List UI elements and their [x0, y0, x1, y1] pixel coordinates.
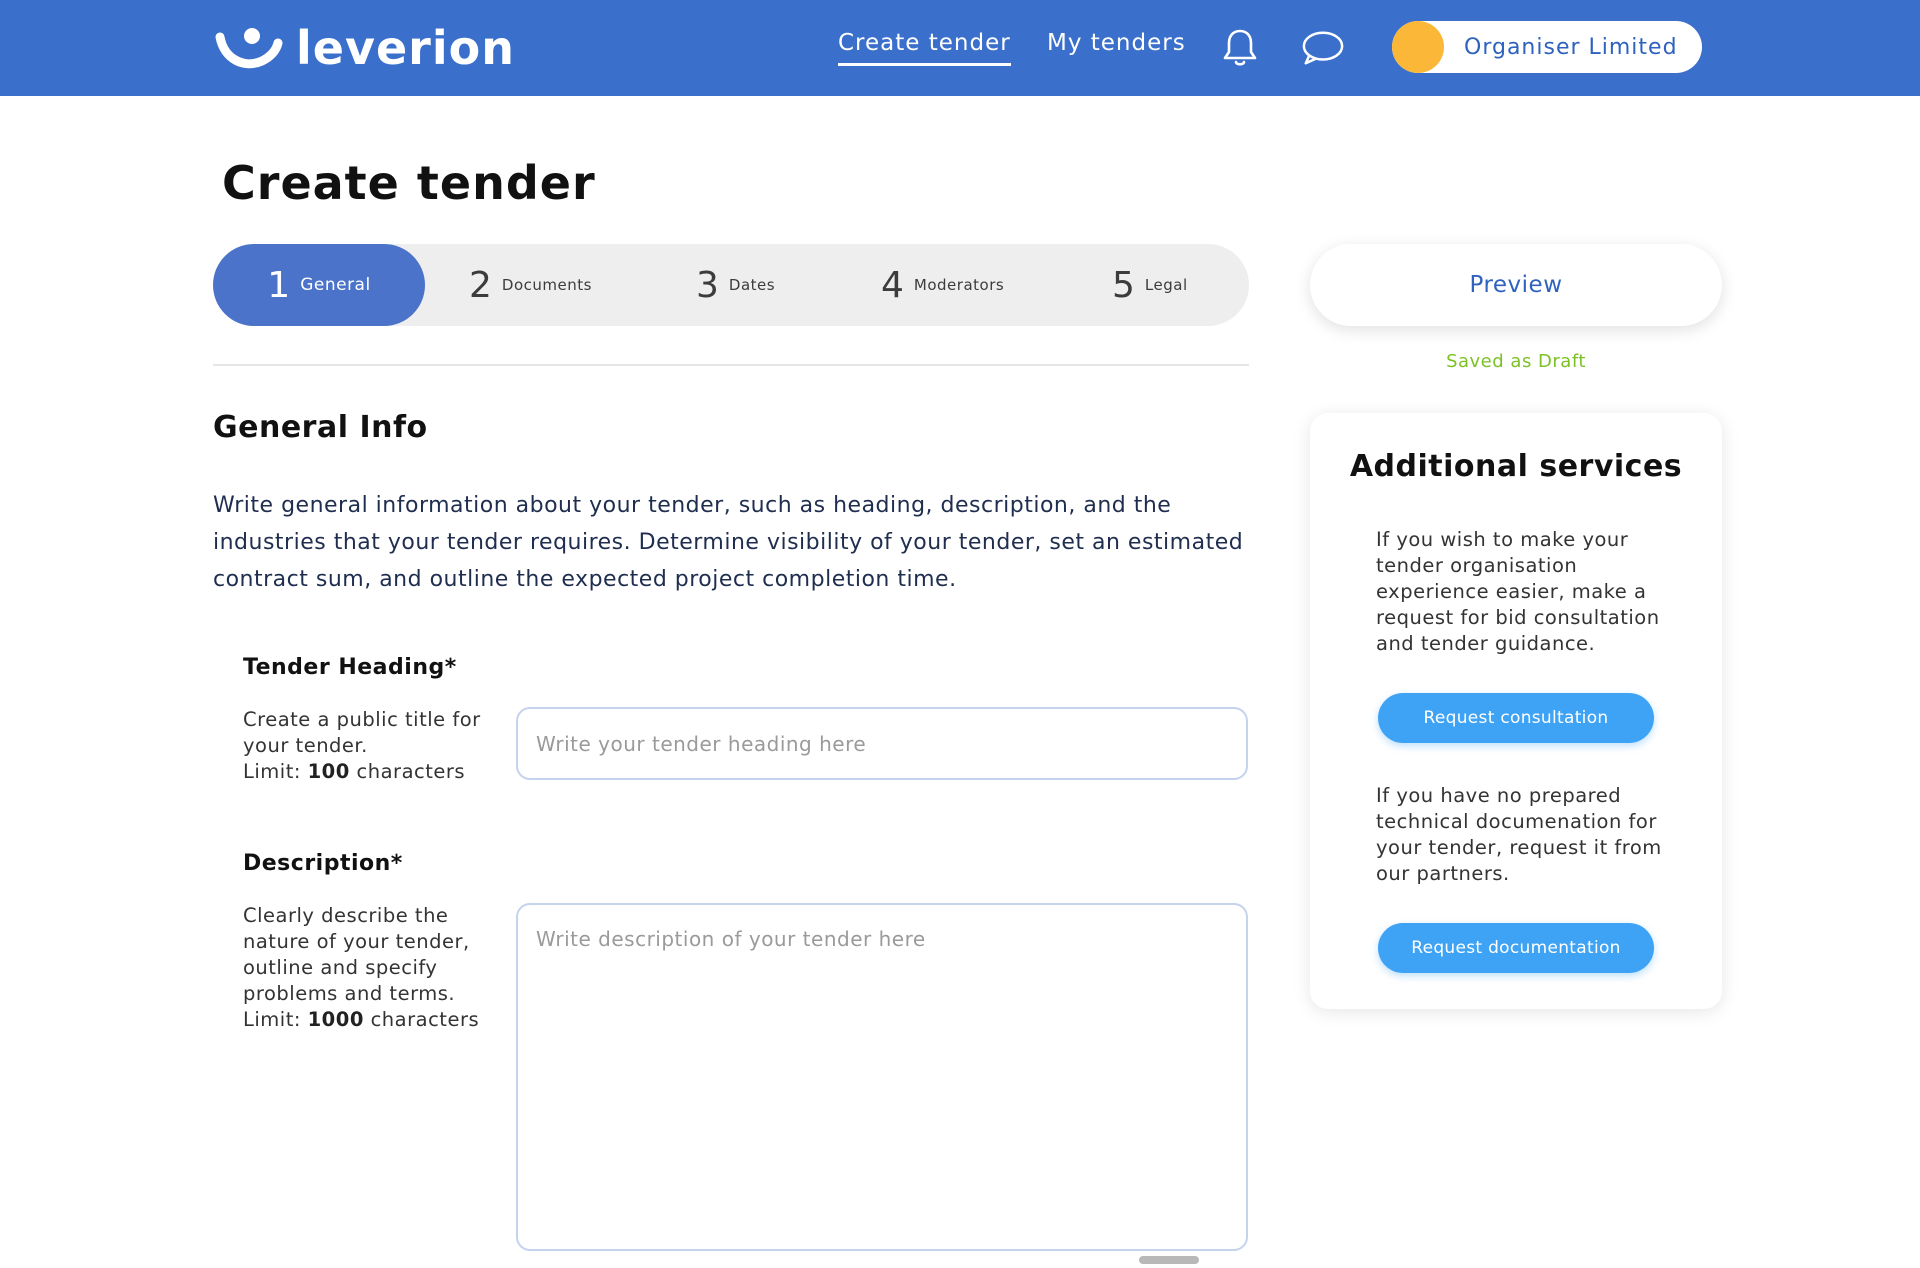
description-textarea[interactable] [516, 903, 1248, 1251]
notifications-bell-icon[interactable] [1218, 26, 1262, 70]
nav-my-tenders[interactable]: My tenders [1047, 30, 1186, 56]
section-intro-text: Write general information about your tender, such as heading, description, and the industries that your tender requires. Determine visibility of your tender, set an estimated contract sum, and outline the expected project completion time. [213, 493, 1244, 592]
step-number: 2 [469, 264, 492, 306]
nav-create-tender-label: Create tender [838, 30, 1011, 56]
step-number: 5 [1112, 264, 1135, 306]
tender-heading-label: Tender Heading* [243, 655, 457, 680]
services-title: Additional services [1349, 449, 1683, 484]
limit-prefix: Limit: [243, 1008, 308, 1031]
organisation-avatar [1392, 21, 1444, 73]
step-label: General [300, 275, 371, 295]
tender-heading-input[interactable] [516, 707, 1248, 780]
step-number: 1 [267, 264, 291, 306]
preview-button[interactable]: Preview [1310, 244, 1722, 326]
logo[interactable] [214, 20, 515, 76]
section-divider [213, 364, 1249, 366]
documentation-description: If you have no prepared technical documenation for your tender, request it from our partners. [1376, 784, 1662, 885]
limit-prefix: Limit: [243, 760, 308, 783]
section-title: General Info [213, 410, 428, 445]
step-label: Dates [728, 276, 776, 294]
step-general[interactable] [213, 244, 425, 326]
limit-value: 100 [307, 760, 350, 783]
step-label: Legal [1144, 276, 1188, 294]
limit-value: 1000 [307, 1008, 364, 1031]
description-label: Description* [243, 851, 403, 876]
organisation-account-button[interactable] [1392, 21, 1702, 73]
limit-suffix: characters [363, 1008, 480, 1031]
request-consultation-button[interactable]: Request consultation [1378, 693, 1654, 743]
organisation-name: Organiser Limited [1464, 34, 1678, 60]
step-label: Documents [501, 276, 592, 294]
textarea-resize-handle[interactable] [1139, 1256, 1199, 1264]
step-legal[interactable] [1112, 244, 1188, 326]
consultation-description: If you wish to make your tender organisation experience easier, make a request for bid consultation and tender guidance. [1376, 528, 1660, 655]
description-help [243, 903, 483, 1033]
page-title: Create tender [222, 156, 596, 210]
step-label: Moderators [913, 276, 1005, 294]
draft-status-text: Saved as Draft [1446, 351, 1586, 372]
tender-heading-help [243, 707, 483, 785]
leverion-logo-icon [214, 23, 284, 73]
step-documents[interactable] [469, 244, 592, 326]
step-dates[interactable] [696, 244, 775, 326]
nav-create-tender[interactable] [838, 30, 1011, 56]
additional-services-card [1310, 413, 1722, 1009]
step-number: 3 [696, 264, 719, 306]
logo-text: leverion [296, 21, 515, 75]
active-nav-underline [838, 63, 1011, 66]
step-progress-bar [213, 244, 1249, 326]
request-documentation-button[interactable]: Request documentation [1378, 923, 1654, 973]
help-text: Create a public title for your tender. [243, 708, 481, 757]
step-number: 4 [881, 264, 904, 306]
limit-suffix: characters [349, 760, 466, 783]
step-moderators[interactable] [881, 244, 1004, 326]
help-text: Clearly describe the nature of your tender, outline and specify problems and terms. [243, 904, 470, 1005]
top-navigation-bar [0, 0, 1920, 96]
messages-chat-icon[interactable] [1301, 26, 1345, 70]
